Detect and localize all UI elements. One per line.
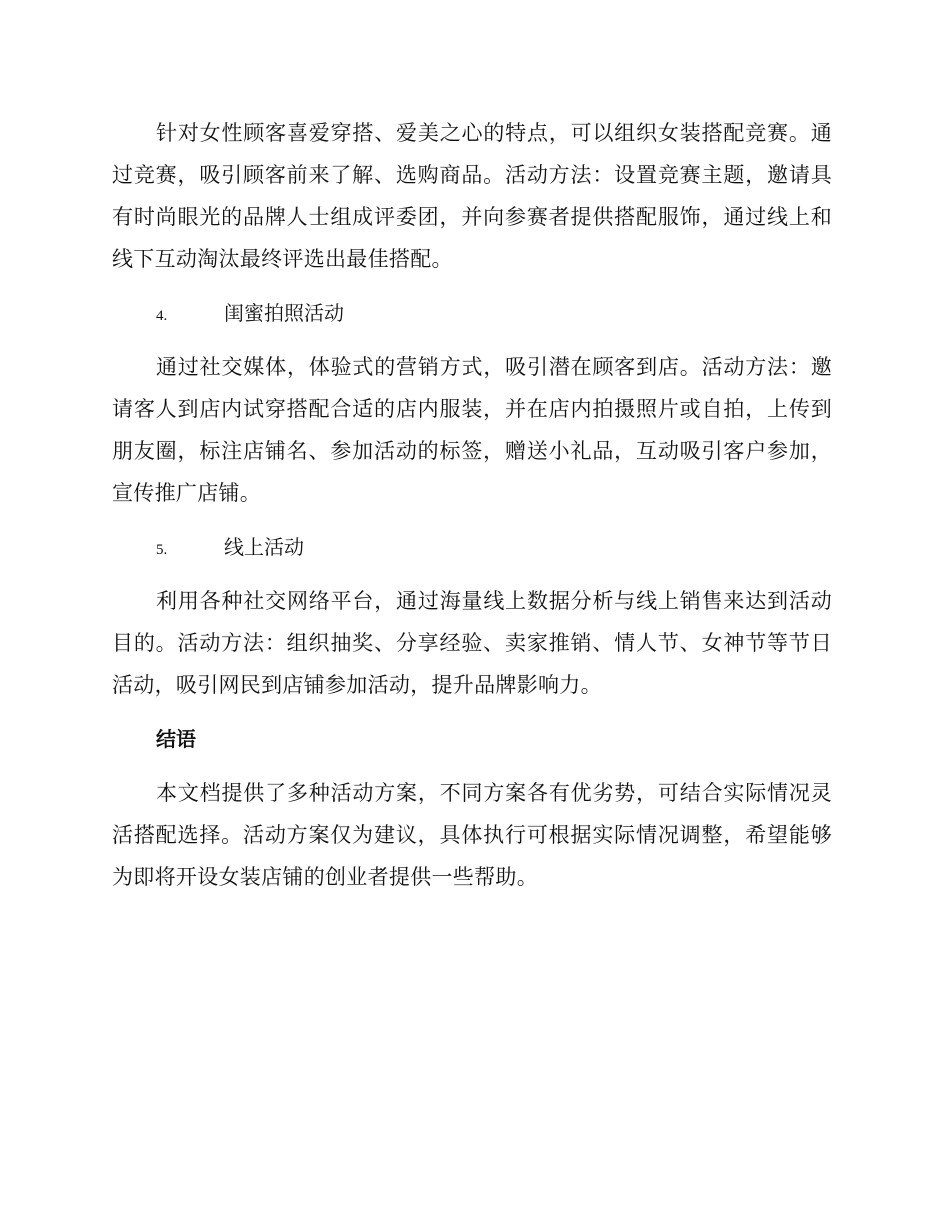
list-title: 闺蜜拍照活动 (224, 301, 344, 325)
paragraph-fashion-contest: 针对女性顾客喜爱穿搭、爱美之心的特点，可以组织女装搭配竞赛。通过竞赛，吸引顾客前来了解、选购商品。活动方法：设置竞赛主题，邀请具有时尚眼光的品牌人士组成评委团，并向参赛者提供搭配服饰，通过线上和线下互动淘汰最终评选出最佳搭配。 (112, 121, 832, 271)
paragraph-online-activity: 利用各种社交网络平台，通过海量线上数据分析与线上销售来达到活动目的。活动方法：组织抽奖、分享经验、卖家推销、情人节、女神节等节日活动，吸引网民到店铺参加活动，提升品牌影响力。 (112, 589, 832, 697)
list-item-bestie-photo (112, 292, 832, 334)
list-number: 4. (156, 308, 168, 324)
conclusion-heading: 结语 (156, 727, 196, 751)
paragraph-conclusion: 本文档提供了多种活动方案，不同方案各有优劣势，可结合实际情况灵活搭配选择。活动方案仅为建议，具体执行可根据实际情况调整，希望能够为即将开设女装店铺的创业者提供一些帮助。 (112, 781, 832, 889)
list-title: 线上活动 (224, 535, 304, 559)
paragraph-bestie-photo: 通过社交媒体，体验式的营销方式，吸引潜在顾客到店。活动方法：邀请客人到店内试穿搭配合适的店内服装，并在店内拍摄照片或自拍，上传到朋友圈，标注店铺名、参加活动的标签，赠送小礼品，互动吸引客户参加，宣传推广店铺。 (112, 355, 832, 505)
list-number: 5. (156, 542, 168, 558)
document-page (112, 112, 832, 898)
list-item-online-activity (112, 526, 832, 568)
